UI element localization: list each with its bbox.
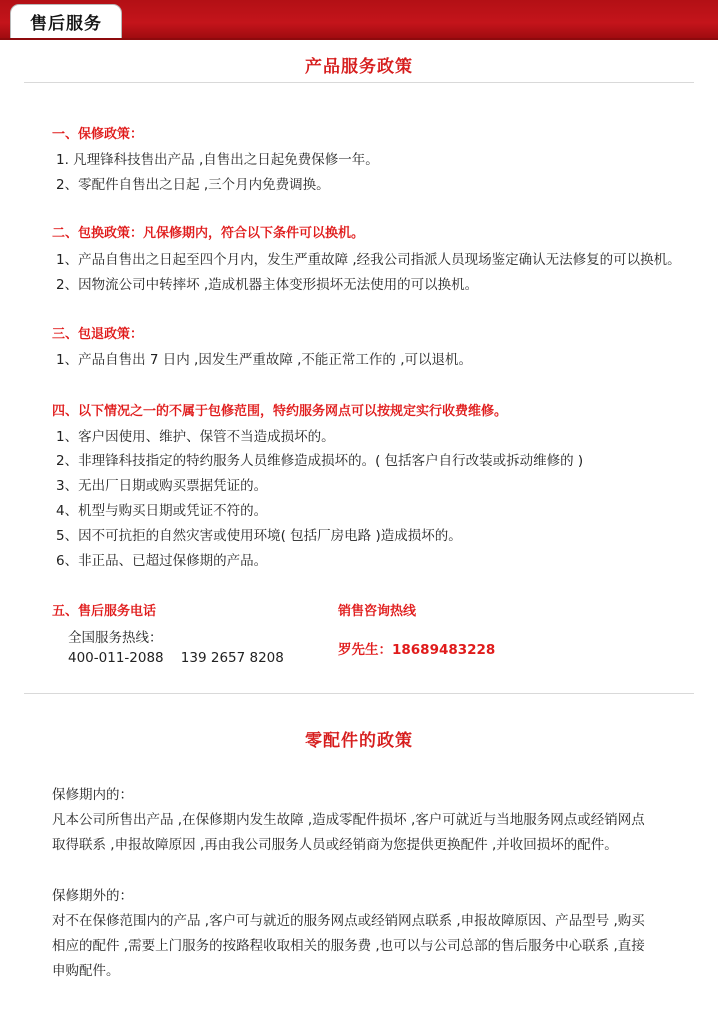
tab-after-sales[interactable]: 售后服务: [10, 4, 122, 38]
paragraph-line: 取得联系 ,申报故障原因 ,再由我公司服务人员或经销商为您提供更换配件 ,并收回损坏的配件。: [52, 837, 618, 853]
divider: [24, 693, 694, 694]
paragraph-line: 对不在保修范围内的产品 ,客户可与就近的服务网点或经销网点联系 ,申报故障原因、产品型号 ,购买: [52, 913, 645, 929]
exclusions-heading: 四、以下情况之一的不属于包修范围，特约服务网点可以按规定实行收费维修。: [52, 404, 508, 419]
list-item: 1、客户因使用、维护、保管不当造成损坏的。: [56, 429, 335, 445]
divider: [24, 82, 694, 83]
warranty-heading: 一、保修政策：: [52, 127, 144, 142]
parts-title: 零配件的政策: [305, 731, 413, 751]
list-item: 3、无出厂日期或购买票据凭证的。: [56, 478, 268, 494]
service-hotline-numbers: 400-011-2088 139 2657 8208: [68, 650, 284, 666]
exchange-heading: 二、包换政策：凡保修期内，符合以下条件可以换机。: [52, 226, 365, 241]
refund-heading: 三、包退政策：: [52, 327, 144, 342]
list-item: 2、零配件自售出之日起 ,三个月内免费调换。: [56, 177, 330, 193]
service-hotline-label: 全国服务热线：: [68, 630, 163, 646]
list-item: 2、非理锋科技指定的特约服务人员维修造成损坏的。( 包括客户自行改装或拆动维修的 ): [56, 453, 584, 469]
list-item: 4、机型与购买日期或凭证不符的。: [56, 503, 268, 519]
policy-title: 产品服务政策: [305, 57, 413, 77]
list-item: 1. 凡理锋科技售出产品 ,自售出之日起免费保修一年。: [56, 152, 379, 168]
list-item: 1、产品自售出之日起至四个月内，发生严重故障 ,经我公司指派人员现场鉴定确认无法修复的可以换机。: [56, 252, 681, 268]
paragraph-line: 凡本公司所售出产品 ,在保修期内发生故障 ,造成零配件损坏 ,客户可就近与当地服务网点或经销网点: [52, 812, 645, 828]
service-phone-heading: 五、售后服务电话: [52, 604, 157, 619]
in-warranty-heading: 保修期内的：: [52, 787, 133, 803]
list-item: 2、因物流公司中转摔坏 ,造成机器主体变形损坏无法使用的可以换机。: [56, 277, 479, 293]
paragraph-line: 相应的配件 ,需要上门服务的按路程收取相关的服务费 ,也可以与公司总部的售后服务中心联系 ,直接: [52, 938, 645, 954]
paragraph-line: 申购配件。: [52, 963, 120, 979]
list-item: 6、非正品、已超过保修期的产品。: [56, 553, 268, 569]
list-item: 1、产品自售出 7 日内 ,因发生严重故障 ,不能正常工作的 ,可以退机。: [56, 352, 473, 368]
list-item: 5、因不可抗拒的自然灾害或使用环境( 包括厂房电路 )造成损坏的。: [56, 528, 462, 544]
out-warranty-heading: 保修期外的：: [52, 888, 133, 904]
sales-hotline-heading: 销售咨询热线: [338, 604, 417, 619]
sales-contact: 罗先生：18689483228: [338, 642, 496, 658]
